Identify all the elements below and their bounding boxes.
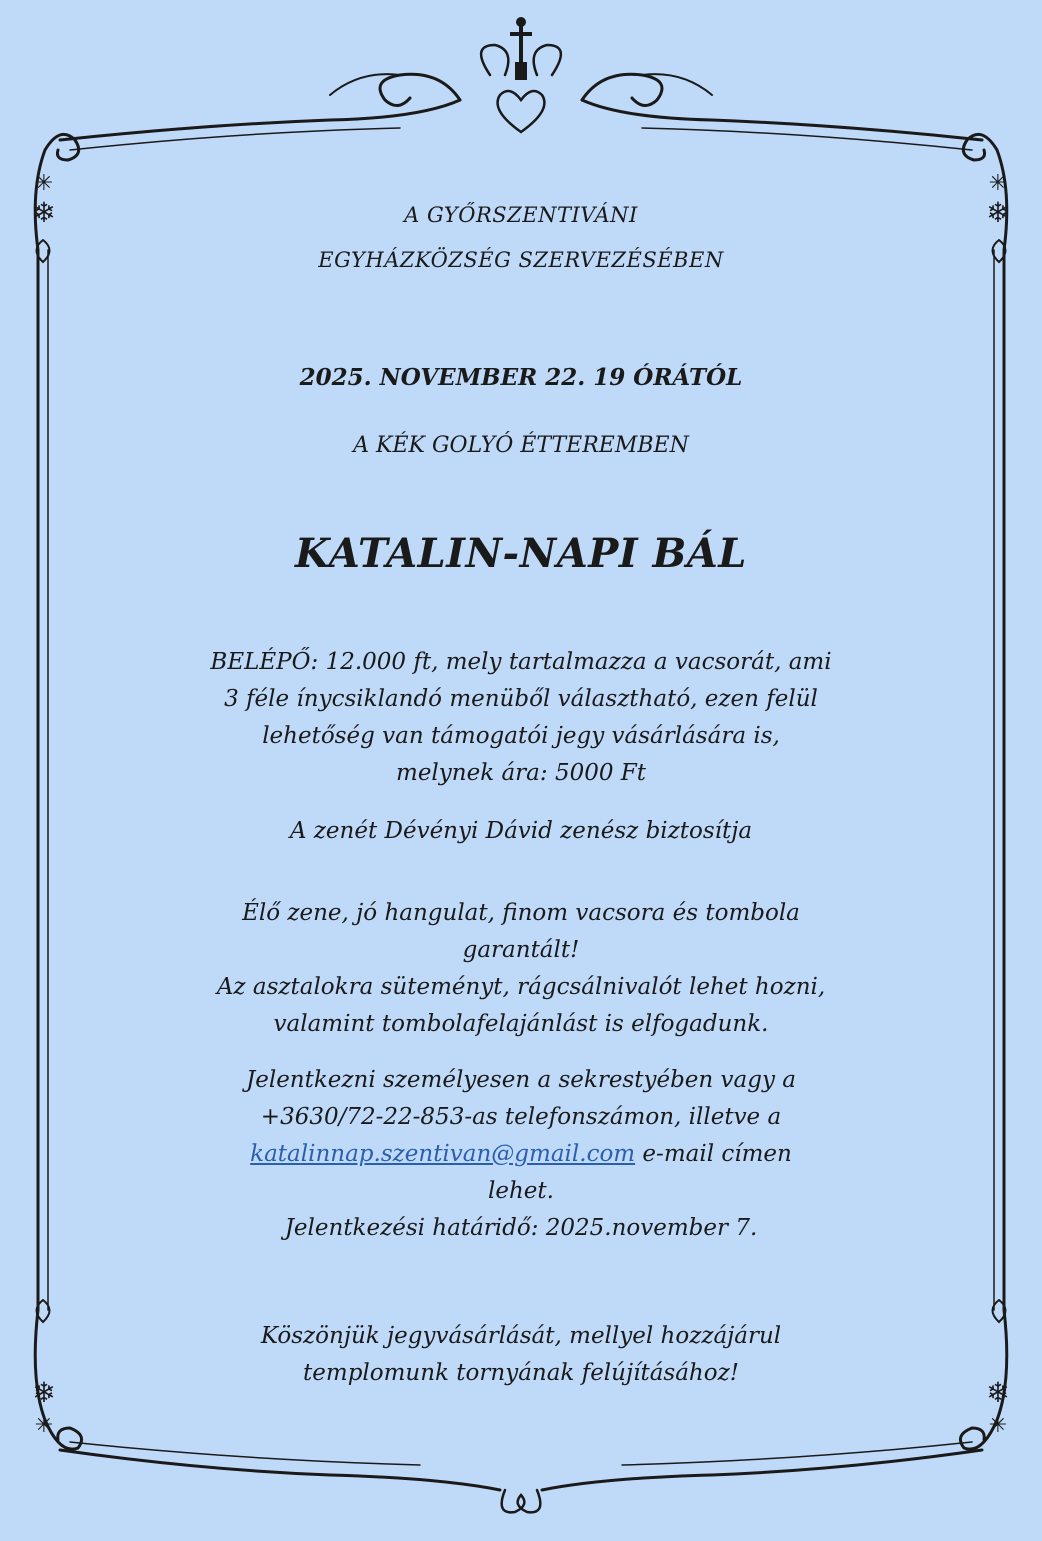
entry-line-4: melynek ára: 5000 Ft <box>396 760 646 786</box>
event-title: KATALIN-NAPI BÁL <box>295 530 747 577</box>
email-suffix: e-mail címen <box>635 1141 792 1167</box>
snowflake-icon: ❄ <box>32 196 56 229</box>
organizer-line-1: A GYŐRSZENTIVÁNI <box>404 203 638 227</box>
snowflake-icon: ✳ <box>988 171 1008 196</box>
extras-line-4: valamint tombolafelajánlást is elfogadunk. <box>273 1011 769 1037</box>
entry-line-1: BELÉPŐ: 12.000 ft, mely tartalmazza a vacsorát, ami <box>210 649 832 675</box>
registration-line-3 <box>100 1141 942 1167</box>
registration-deadline: Jelentkezési határidő: 2025.november 7. <box>284 1215 758 1241</box>
registration-line-4: lehet. <box>488 1178 554 1204</box>
snowflake-icon: ✳ <box>34 171 54 196</box>
thanks-line-2: templomunk tornyának felújításához! <box>303 1360 739 1386</box>
extras-line-3: Az asztalokra süteményt, rágcsálnivalót lehet hozni, <box>216 974 826 1000</box>
snowflake-icon: ❄ <box>986 196 1010 229</box>
snowflake-icon: ❄ <box>32 1376 56 1409</box>
thanks-line-1: Köszönjük jegyvásárlását, mellyel hozzájárul <box>260 1323 782 1349</box>
extras-line-2: garantált! <box>462 937 580 963</box>
entry-line-3: lehetőség van támogatói jegy vásárlására is, <box>262 723 780 749</box>
music-line: A zenét Dévényi Dávid zenész biztosítja <box>289 818 753 844</box>
email-link[interactable]: katalinnap.szentivan@gmail.com <box>250 1141 636 1167</box>
extras-line-1: Élő zene, jó hangulat, finom vacsora és tombola <box>242 900 800 926</box>
event-date: 2025. NOVEMBER 22. 19 ÓRÁTÓL <box>299 364 743 391</box>
registration-line-1: Jelentkezni személyesen a sekrestyében vagy a <box>246 1067 796 1093</box>
event-venue: A KÉK GOLYÓ ÉTTEREMBEN <box>353 433 689 458</box>
entry-line-2: 3 féle ínycsiklandó menüből választható, ezen felül <box>224 686 818 712</box>
snowflake-icon: ✳ <box>988 1413 1008 1438</box>
organizer-line-2: EGYHÁZKÖZSÉG SZERVEZÉSÉBEN <box>318 248 724 272</box>
registration-line-2: +3630/72-22-853-as telefonszámon, illetve a <box>260 1104 782 1130</box>
snowflake-icon: ❄ <box>986 1376 1010 1409</box>
snowflake-icon: ✳ <box>34 1413 54 1438</box>
cross-icon <box>510 19 532 78</box>
